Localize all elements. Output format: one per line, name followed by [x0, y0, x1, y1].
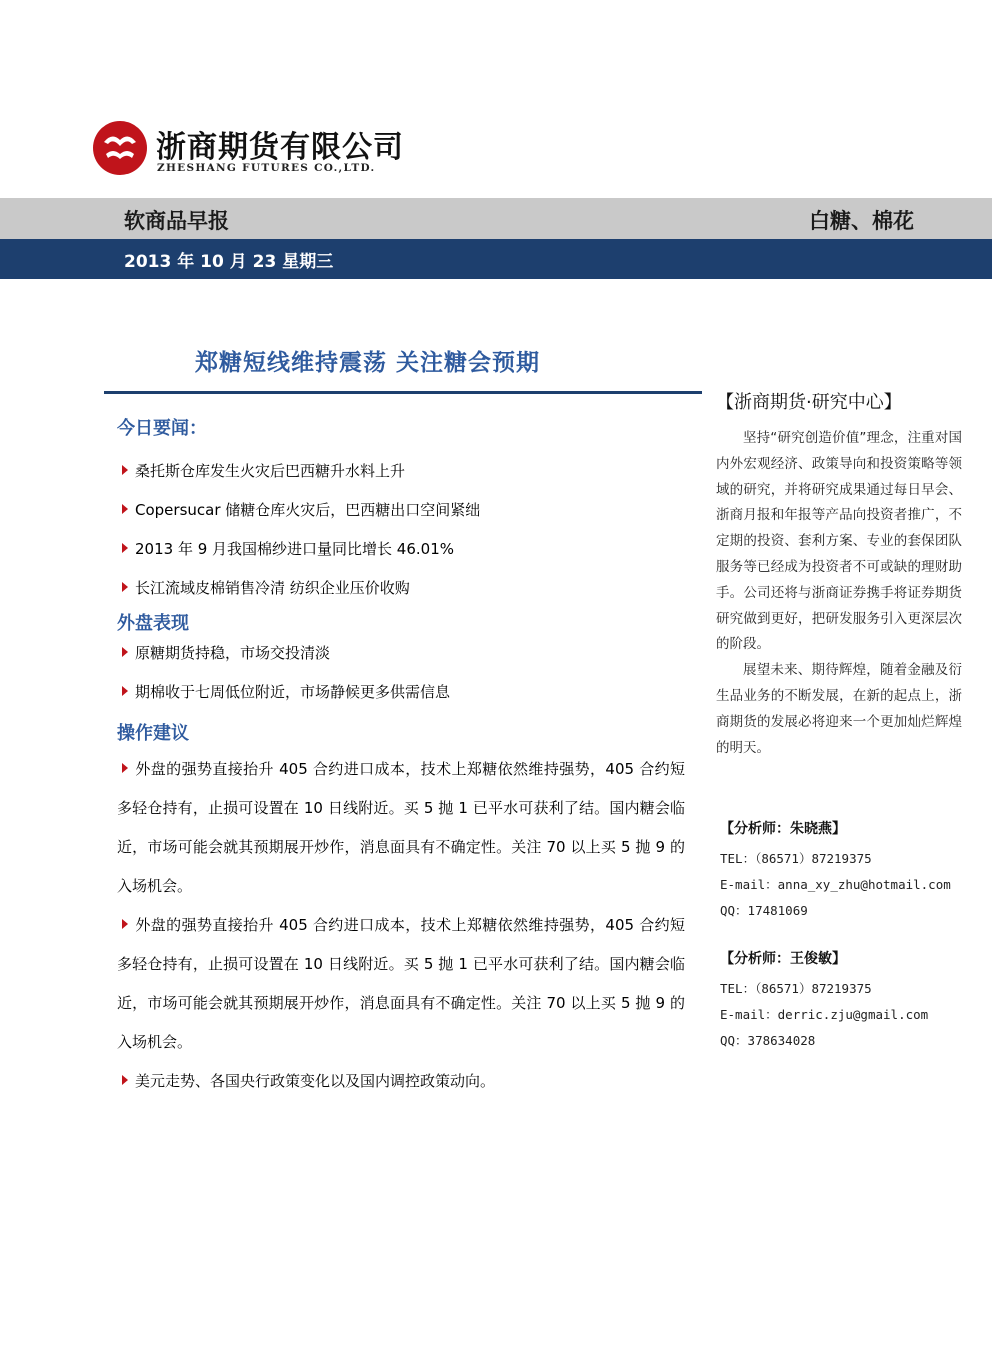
bullet-arrow-icon	[122, 1075, 128, 1085]
bullet-arrow-icon	[122, 582, 128, 592]
research-center-paragraph: 展望未来、期待辉煌，随着金融及衍生品业务的不断发展，在新的起点上，浙商期货的发展必将迎来一个更加灿烂辉煌的明天。	[716, 662, 962, 756]
news-heading: 今日要闻：	[117, 418, 207, 439]
analyst-tel: TEL：（86571）87219375	[720, 981, 872, 996]
report-title: 软商品早报	[124, 209, 229, 233]
advice-body	[117, 750, 685, 1101]
bullet-arrow-icon	[122, 504, 128, 514]
company-logo	[92, 120, 404, 180]
research-center-title: 【浙商期货·研究中心】	[716, 392, 902, 413]
report-tags: 白糖、棉花	[809, 209, 914, 233]
headline-divider	[104, 391, 702, 394]
advice-paragraph: 外盘的强势直接抬升 405 合约进口成本，技术上郑糖依然维持强势，405 合约短多轻仓持有，止损可设置在 10 日线附近。买 5 抛 1 已平水可获利了结。国内糖会临近，市场可能会就其预期展开炒作，消息面具有不确定性。关注 70 以上买 5 抛 9 的入场机会。	[117, 916, 685, 1051]
research-center-paragraph: 坚持“研究创造价值”理念，注重对国内外宏观经济、政策导向和投资策略等领域的研究，并将研究成果通过每日早会、浙商月报和年报等产品向投资者推广，不定期的投资、套利方案、专业的套保团队服务等已经成为投资者不可或缺的理财助手。公司还将与浙商证券携手将证券期货研究做到更好，把研发服务引入更深层次的阶段。	[716, 430, 962, 653]
analyst-qq: QQ：378634028	[720, 1033, 816, 1048]
analyst-qq: QQ：17481069	[720, 903, 808, 918]
date-band	[0, 239, 992, 279]
overseas-heading: 外盘表现	[117, 613, 189, 634]
company-logo-icon	[92, 120, 148, 176]
bullet-arrow-icon	[122, 919, 128, 929]
advice-heading: 操作建议	[117, 723, 189, 744]
bullet-arrow-icon	[122, 647, 128, 657]
bullet-arrow-icon	[122, 543, 128, 553]
news-item: Copersucar 储糖仓库火灾后，巴西糖出口空间紧绌	[122, 499, 480, 520]
research-center-body	[716, 426, 962, 761]
report-date: 2013 年 10 月 23 星期三	[124, 252, 334, 272]
analyst-email[interactable]: E-mail：derric.zju@gmail.com	[720, 1007, 929, 1022]
analyst-name: 【分析师：王俊敏】	[720, 951, 846, 967]
bullet-arrow-icon	[122, 686, 128, 696]
news-item: 桑托斯仓库发生火灾后巴西糖升水料上升	[122, 460, 405, 481]
bullet-arrow-icon	[122, 763, 128, 773]
report-title-band	[0, 198, 992, 239]
headline: 郑糖短线维持震荡 关注糖会预期	[195, 350, 541, 376]
advice-paragraph: 美元走势、各国央行政策变化以及国内调控政策动向。	[117, 1062, 685, 1101]
analyst-card	[720, 948, 970, 1057]
company-name-cn: 浙商期货有限公司	[156, 130, 404, 165]
company-name-en: ZHESHANG FUTURES CO.,LTD.	[157, 162, 376, 174]
overseas-item: 期棉收于七周低位附近，市场静候更多供需信息	[122, 681, 450, 702]
news-item: 长江流域皮棉销售冷清 纺织企业压价收购	[122, 577, 410, 598]
analyst-tel: TEL：（86571）87219375	[720, 851, 872, 866]
news-item: 2013 年 9 月我国棉纱进口量同比增长 46.01%	[122, 538, 454, 559]
overseas-item: 原糖期货持稳，市场交投清淡	[122, 642, 330, 663]
analyst-card	[720, 818, 970, 927]
analyst-email[interactable]: E-mail：anna_xy_zhu@hotmail.com	[720, 877, 951, 892]
advice-paragraph: 外盘的强势直接抬升 405 合约进口成本，技术上郑糖依然维持强势，405 合约短多轻仓持有，止损可设置在 10 日线附近。买 5 抛 1 已平水可获利了结。国内糖会临近，市场可能会就其预期展开炒作，消息面具有不确定性。关注 70 以上买 5 抛 9 的入场机会。	[117, 760, 685, 895]
bullet-arrow-icon	[122, 465, 128, 475]
analyst-name: 【分析师：朱晓燕】	[720, 821, 846, 837]
